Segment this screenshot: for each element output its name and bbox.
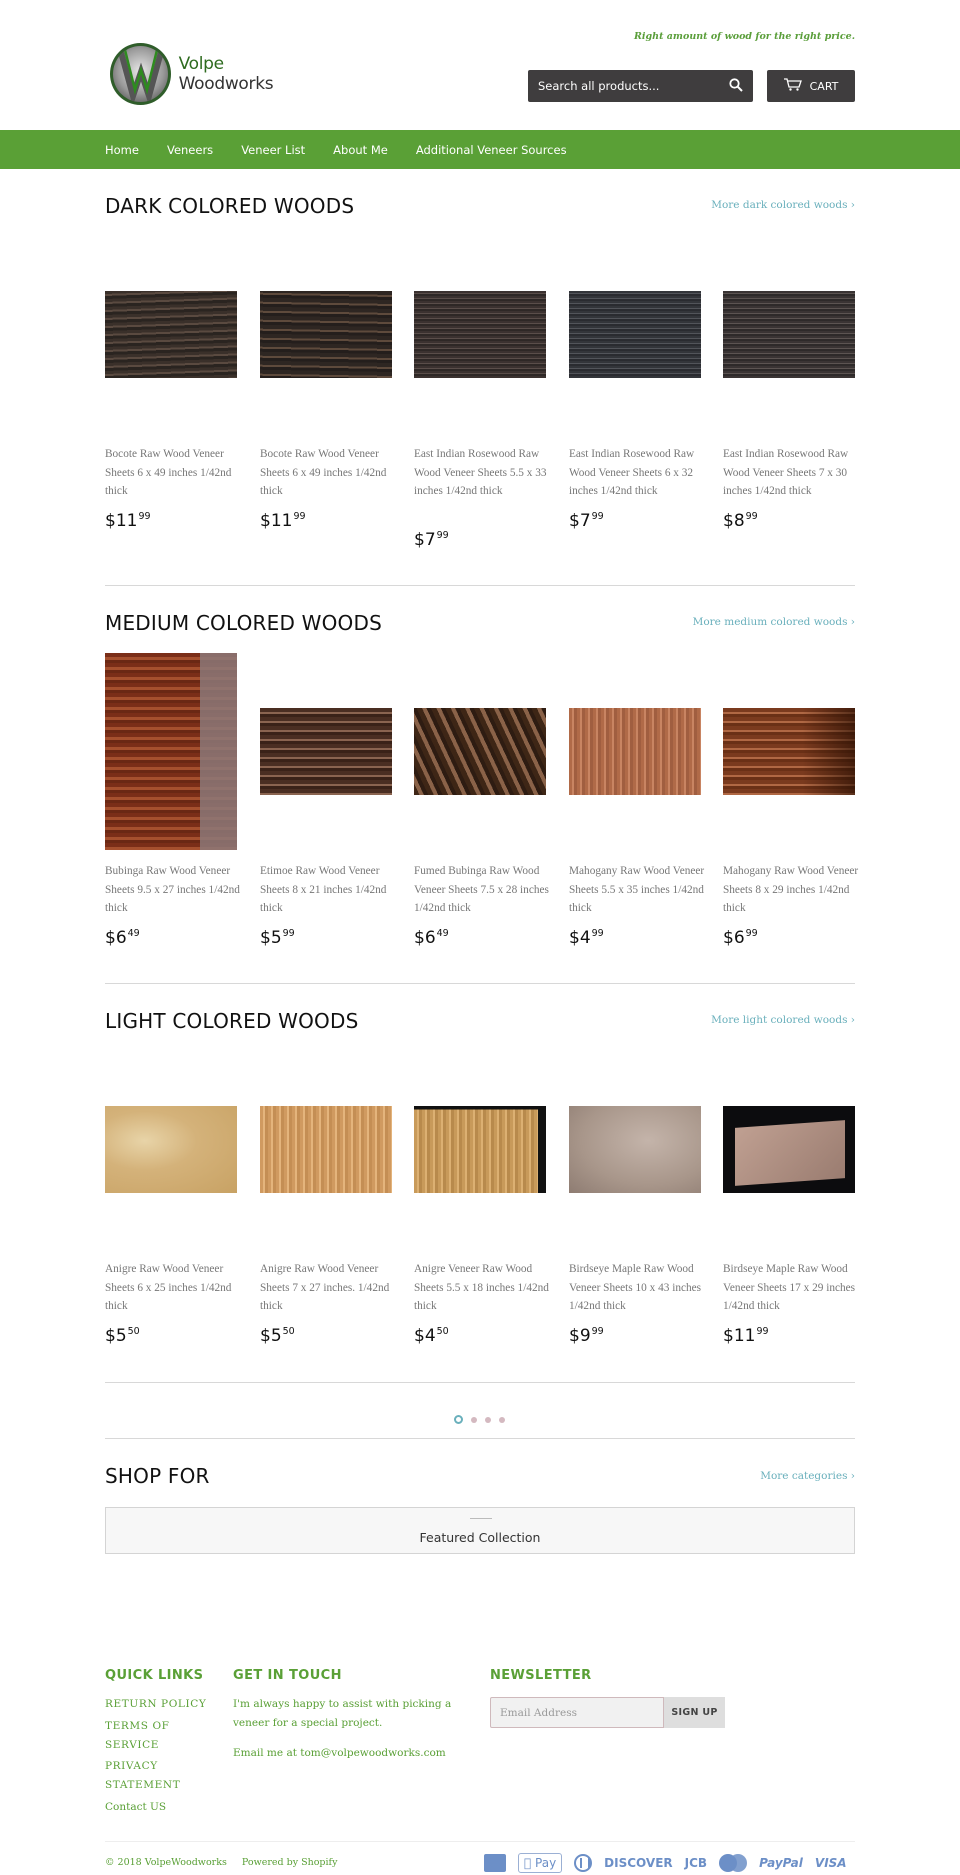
product-name[interactable]: Bocote Raw Wood Veneer Sheets 6 x 49 inches 1/42nd thick bbox=[105, 448, 232, 498]
product-image[interactable] bbox=[723, 708, 855, 795]
product-name[interactable]: East Indian Rosewood Raw Wood Veneer Sheets 5.5 x 33 inches 1/42nd thick bbox=[414, 448, 547, 498]
slider-dot[interactable] bbox=[485, 1417, 491, 1423]
product-image[interactable] bbox=[105, 1106, 237, 1193]
product-image[interactable] bbox=[569, 1106, 701, 1193]
more-dark-link[interactable]: More dark colored woods › bbox=[711, 199, 855, 211]
copyright-text: © 2018 VolpeWoodworks bbox=[105, 1857, 227, 1868]
product-name[interactable]: Birdseye Maple Raw Wood Veneer Sheets 17 x 29 inches 1/42nd thick bbox=[723, 1263, 856, 1313]
more-medium-link[interactable]: More medium colored woods › bbox=[692, 616, 855, 628]
product-price: $\$11^{99}$ bbox=[105, 511, 151, 531]
product-price: $\$7^{99}$ bbox=[414, 530, 449, 550]
product-name[interactable]: Anigre Raw Wood Veneer Sheets 6 x 25 inches 1/42nd thick bbox=[105, 1263, 232, 1313]
section-title-dark: DARK COLORED WOODS bbox=[105, 194, 355, 218]
cart-label: CART bbox=[809, 79, 839, 93]
more-light-link[interactable]: More light colored woods › bbox=[711, 1014, 855, 1026]
product-price: $\$4^{50}$ bbox=[414, 1326, 449, 1346]
product-image[interactable] bbox=[569, 291, 701, 378]
product-image[interactable] bbox=[105, 291, 237, 378]
jcb-icon: JCB bbox=[673, 1856, 697, 1870]
search-placeholder: Search all products... bbox=[538, 79, 660, 93]
logo[interactable] bbox=[110, 36, 320, 112]
product-name[interactable]: Mahogany Raw Wood Veneer Sheets 8 x 29 inches 1/42nd thick bbox=[723, 865, 859, 915]
more-categories-link[interactable]: More categories › bbox=[760, 1470, 855, 1482]
search-icon[interactable] bbox=[729, 78, 743, 95]
tagline: Right amount of wood for the right price. bbox=[634, 31, 855, 42]
nav-item-about-me[interactable]: About Me bbox=[333, 142, 388, 157]
featured-collection-card[interactable] bbox=[105, 1507, 855, 1554]
product-price: $\$5^{50}$ bbox=[105, 1326, 140, 1346]
product-image[interactable] bbox=[569, 708, 701, 795]
cart-button[interactable] bbox=[767, 70, 855, 102]
featured-divider bbox=[470, 1518, 492, 1519]
nav-item-home[interactable]: Home bbox=[105, 142, 139, 157]
product-price: $\$7^{99}$ bbox=[569, 511, 604, 531]
cart-icon bbox=[784, 78, 802, 94]
product-image[interactable] bbox=[260, 1106, 392, 1193]
contact-email[interactable]: Email me at tom@volpewoodworks.com bbox=[233, 1747, 446, 1759]
slider-dot[interactable] bbox=[471, 1417, 477, 1423]
sign-up-button[interactable]: SIGN UP bbox=[664, 1697, 725, 1728]
product-name[interactable]: Etimoe Raw Wood Veneer Sheets 8 x 21 inches 1/42nd thick bbox=[260, 865, 387, 915]
footer-link-contact[interactable]: Contact US bbox=[105, 1801, 167, 1813]
product-price: $\$6^{49}$ bbox=[414, 928, 449, 948]
footer-copyright bbox=[105, 1857, 337, 1868]
section-divider bbox=[105, 1382, 855, 1383]
product-price: $\$11^{99}$ bbox=[723, 1326, 769, 1346]
product-price: $\$4^{99}$ bbox=[569, 928, 604, 948]
powered-by-shopify-link[interactable]: Powered by Shopify bbox=[241, 1857, 338, 1868]
product-name[interactable]: Anigre Veneer Raw Wood Sheets 5.5 x 18 inches 1/42nd thick bbox=[414, 1263, 549, 1313]
product-name[interactable]: Fumed Bubinga Raw Wood Veneer Sheets 7.5 x 28 inches 1/42nd thick bbox=[414, 865, 549, 915]
footer-link-privacy[interactable]: PRIVACY STATEMENT bbox=[105, 1760, 181, 1791]
product-price: $\$6^{99}$ bbox=[723, 928, 758, 948]
product-image[interactable] bbox=[414, 1106, 546, 1193]
product-price: $\$5^{99}$ bbox=[260, 928, 295, 948]
product-name[interactable]: Birdseye Maple Raw Wood Veneer Sheets 10 x 43 inches 1/42nd thick bbox=[569, 1263, 702, 1313]
logo-text: Volpe Woodworks bbox=[178, 54, 274, 94]
product-name[interactable]: Bubinga Raw Wood Veneer Sheets 9.5 x 27 inches 1/42nd thick bbox=[105, 865, 240, 915]
product-price: $\$9^{99}$ bbox=[569, 1326, 604, 1346]
footer-divider bbox=[105, 1841, 855, 1842]
american-express-icon bbox=[484, 1854, 506, 1872]
slider-dot[interactable] bbox=[499, 1417, 505, 1423]
apple-pay-icon: Pay bbox=[518, 1853, 562, 1873]
product-price: $\$11^{99}$ bbox=[260, 511, 306, 531]
product-name[interactable]: Anigre Raw Wood Veneer Sheets 7 x 27 inches. 1/42nd thick bbox=[260, 1263, 390, 1313]
paypal-icon: PayPal bbox=[748, 1856, 792, 1870]
payment-icons bbox=[484, 1853, 847, 1873]
section-divider bbox=[105, 585, 855, 586]
product-name[interactable]: East Indian Rosewood Raw Wood Veneer Sheets 7 x 30 inches 1/42nd thick bbox=[723, 448, 849, 498]
get-in-touch-text: I'm always happy to assist with picking a veneer for a special project. bbox=[233, 1698, 452, 1729]
search-input[interactable] bbox=[528, 70, 753, 102]
product-image[interactable] bbox=[414, 291, 546, 378]
slider-pagination bbox=[454, 1415, 505, 1424]
product-image[interactable] bbox=[260, 291, 392, 378]
product-image[interactable] bbox=[723, 291, 855, 378]
section-title-light: LIGHT COLORED WOODS bbox=[105, 1009, 359, 1033]
master-card-icon bbox=[719, 1854, 747, 1872]
nav-item-veneer-list[interactable]: Veneer List bbox=[241, 142, 306, 157]
logo-mark-icon bbox=[110, 43, 171, 105]
newsletter-heading: NEWSLETTER bbox=[490, 1668, 592, 1683]
product-name[interactable]: Bocote Raw Wood Veneer Sheets 6 x 49 inches 1/42nd thick bbox=[260, 448, 387, 498]
section-divider bbox=[105, 983, 855, 984]
footer-link-return-policy[interactable]: RETURN POLICY bbox=[105, 1698, 207, 1710]
discover-icon: DISCOVER bbox=[593, 1856, 662, 1870]
product-image[interactable] bbox=[723, 1106, 855, 1193]
newsletter-email-input[interactable]: Email Address bbox=[490, 1697, 664, 1728]
slider-dot[interactable] bbox=[454, 1415, 463, 1424]
product-name[interactable]: Mahogany Raw Wood Veneer Sheets 5.5 x 35 inches 1/42nd thick bbox=[569, 865, 705, 915]
main-nav bbox=[0, 130, 960, 169]
product-image[interactable] bbox=[260, 708, 392, 795]
section-title-shop-for: SHOP FOR bbox=[105, 1464, 210, 1488]
product-price: $\$8^{99}$ bbox=[723, 511, 758, 531]
nav-item-additional-sources[interactable]: Additional Veneer Sources bbox=[415, 142, 567, 157]
section-divider bbox=[105, 1438, 855, 1439]
section-title-medium: MEDIUM COLORED WOODS bbox=[105, 611, 382, 635]
footer-link-terms[interactable]: TERMS OF SERVICE bbox=[105, 1720, 170, 1751]
product-price: $\$6^{49}$ bbox=[105, 928, 140, 948]
diners-club-icon bbox=[574, 1854, 592, 1872]
product-image[interactable] bbox=[105, 653, 237, 850]
quick-links-heading: QUICK LINKS bbox=[105, 1668, 204, 1683]
nav-item-veneers[interactable]: Veneers bbox=[166, 142, 214, 157]
featured-collection-label: Featured Collection bbox=[419, 1530, 541, 1545]
product-image[interactable] bbox=[414, 708, 546, 795]
product-price: $\$5^{50}$ bbox=[260, 1326, 295, 1346]
product-name[interactable]: East Indian Rosewood Raw Wood Veneer Sheets 6 x 32 inches 1/42nd thick bbox=[569, 448, 695, 498]
get-in-touch-heading: GET IN TOUCH bbox=[233, 1668, 342, 1683]
visa-icon: VISA bbox=[803, 1856, 836, 1870]
